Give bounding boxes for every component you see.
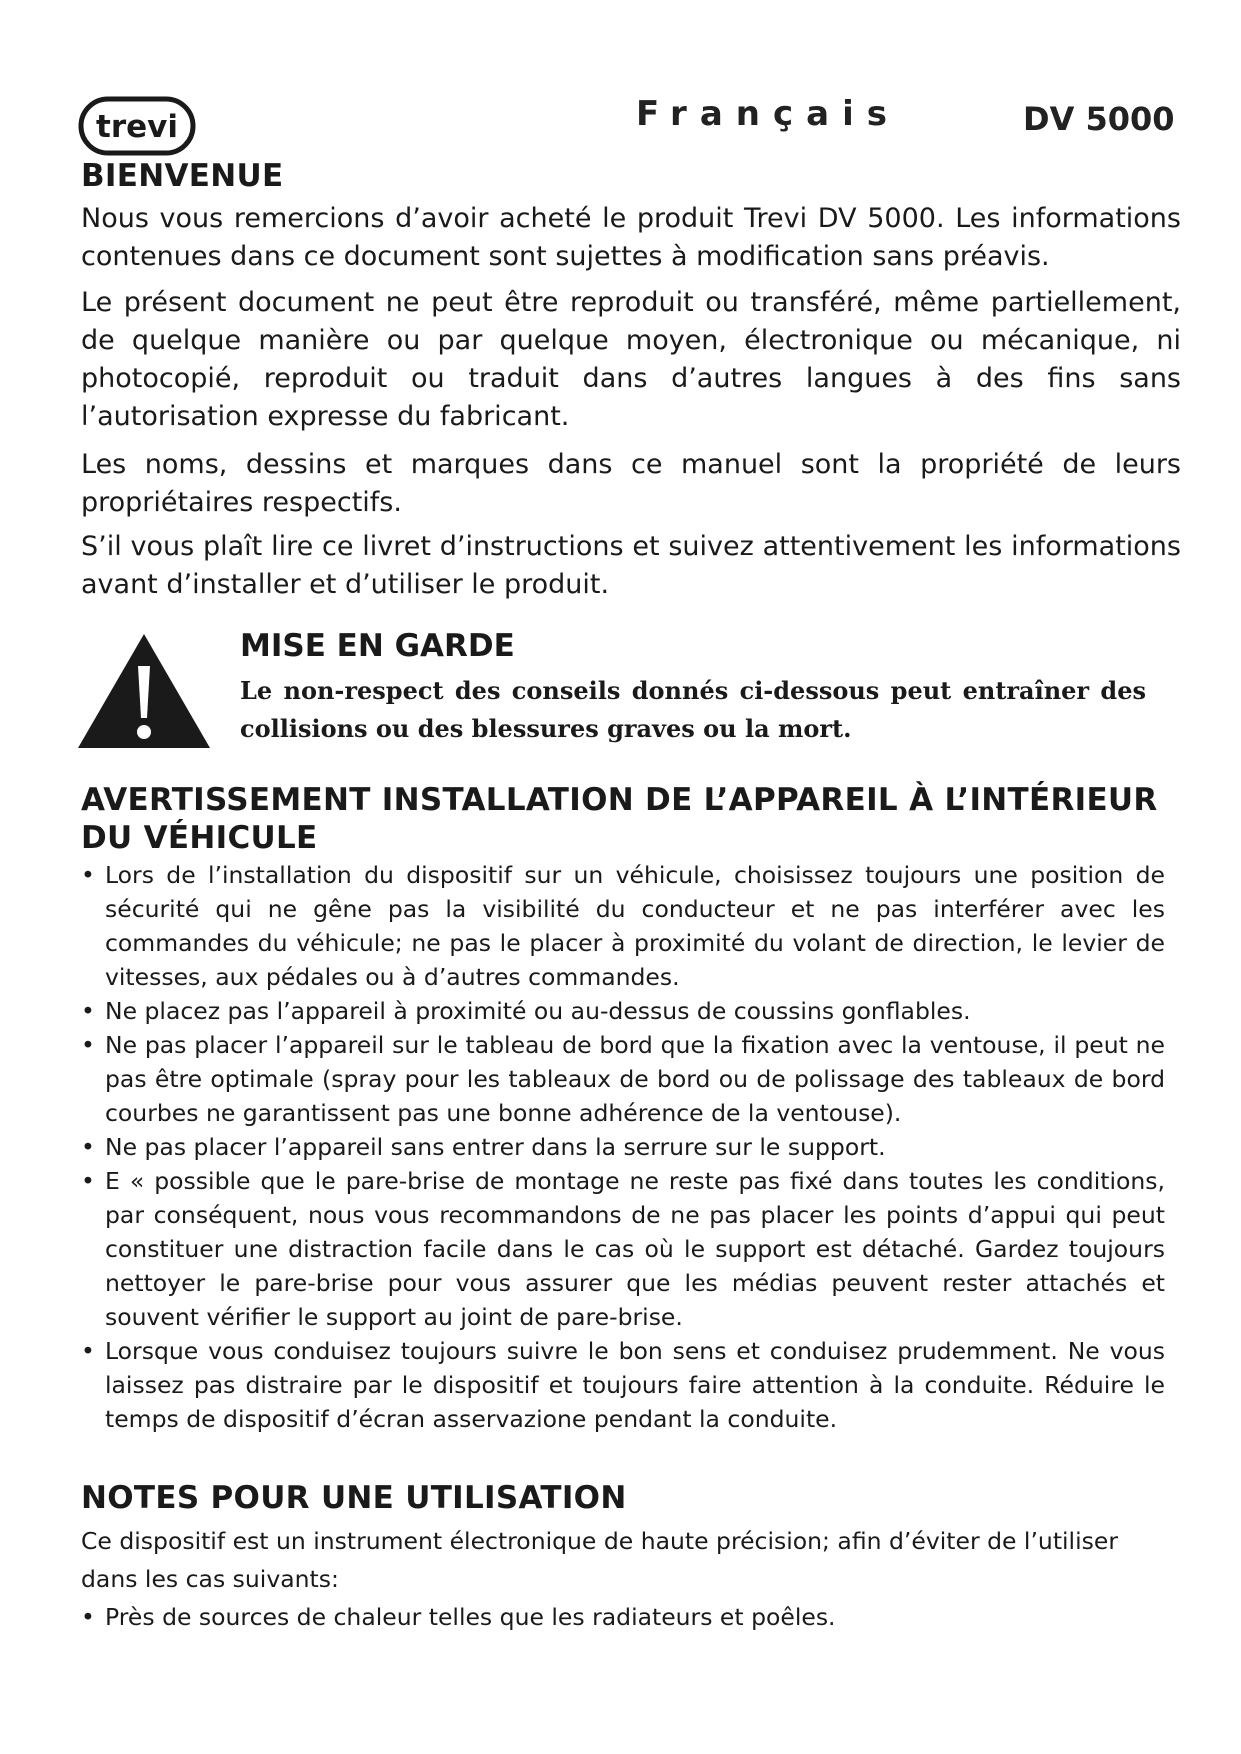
installation-item bbox=[81, 1028, 1165, 1130]
notes-item-text: Près de sources de chaleur telles que les radiateurs et poêles. bbox=[105, 1603, 836, 1631]
welcome-paragraph-1: Nous vous remercions d’avoir acheté le produit Trevi DV 5000. Les informations contenues dans ce document sont sujettes à modification sans préavis. bbox=[81, 203, 1181, 272]
notes-list bbox=[81, 1598, 1165, 1636]
bullet-icon: • bbox=[81, 1167, 95, 1195]
installation-item-text: Lors de l’installation du dispositif sur un véhicule, choisissez toujours une position de sécurité qui ne gêne pas la visibilité du conducteur et ne pas interférer avec les commandes du véhicule; ne pas le placer à proximité du volant de direction, le levier de vitesses, aux pédales ou à d’autres commandes. bbox=[105, 861, 1165, 991]
warning-triangle-icon bbox=[76, 632, 212, 750]
welcome-title: BIENVENUE bbox=[81, 158, 284, 194]
installation-item bbox=[81, 1334, 1165, 1436]
notes-intro: Ce dispositif est un instrument électronique de haute précision; afin d’éviter de l’utiliser dans les cas suivants: bbox=[81, 1527, 1118, 1593]
installation-item-text: Lorsque vous conduisez toujours suivre le bon sens et conduisez prudemment. Ne vous laissez pas distraire par le dispositif et toujours faire attention à la conduite. Réduire le temps de dispositif d’écran asservazione pendant la conduite. bbox=[105, 1337, 1165, 1433]
logo-text: trevi bbox=[96, 109, 178, 145]
installation-item-text: Ne pas placer l’appareil sur le tableau de bord que la fixation avec la ventouse, il peut ne pas être optimale (spray pour les tableaux de bord ou de polissage des tableaux de bord courbes ne garantissent pas une bonne adhérence de la ventouse). bbox=[105, 1031, 1165, 1127]
installation-item-text: Ne pas placer l’appareil sans entrer dans la serrure sur le support. bbox=[105, 1133, 886, 1161]
trevi-logo bbox=[78, 96, 196, 156]
welcome-paragraph-4: S’il vous plaît lire ce livret d’instructions et suivez attentivement les informations avant d’installer et d’utiliser le produit. bbox=[81, 531, 1181, 600]
bullet-icon: • bbox=[81, 1031, 95, 1059]
installation-item bbox=[81, 1164, 1165, 1334]
installation-item bbox=[81, 858, 1165, 994]
bullet-icon: • bbox=[81, 997, 95, 1025]
bullet-icon: • bbox=[81, 1133, 95, 1161]
notes-item bbox=[81, 1598, 1165, 1636]
model-label: DV 5000 bbox=[1023, 100, 1175, 138]
installation-item bbox=[81, 994, 1165, 1028]
installation-list bbox=[81, 858, 1165, 1436]
installation-title-line-1: AVERTISSEMENT INSTALLATION DE L’APPAREIL À L’INTÉRIEUR bbox=[81, 782, 1158, 818]
welcome-paragraph-2: Le présent document ne peut être reproduit ou transféré, même partiellement, de quelque manière ou par quelque moyen, électronique ou mécanique, ni photocopié, reproduit ou traduit dans d’autres langues à des fins sans l’autorisation expresse du fabricant. bbox=[81, 287, 1181, 432]
installation-item-text: Ne placez pas l’appareil à proximité ou au-dessus de coussins gonflables. bbox=[105, 997, 971, 1025]
welcome-paragraph-3: Les noms, dessins et marques dans ce manuel sont la propriété de leurs propriétaires respectifs. bbox=[81, 449, 1181, 518]
installation-item bbox=[81, 1130, 1165, 1164]
bullet-icon: • bbox=[81, 1337, 95, 1365]
notes-title: NOTES POUR UNE UTILISATION bbox=[81, 1480, 627, 1516]
bullet-icon: • bbox=[81, 861, 95, 889]
notes-body bbox=[81, 1522, 1165, 1636]
bullet-icon: • bbox=[81, 1603, 95, 1631]
caution-text: Le non-respect des conseils donnés ci-dessous peut entraîner des collisions ou des blessures graves ou la mort. bbox=[240, 676, 1146, 743]
installation-item-text: E « possible que le pare-brise de montage ne reste pas fixé dans toutes les conditions, par conséquent, nous vous recommandons de ne pas placer les points d’appui qui peut constituer une distraction facile dans le cas où le support est détaché. Gardez toujours nettoyer le pare-brise pour vous assurer que les médias peuvent rester attachés et souvent vérifier le support au joint de pare-brise. bbox=[105, 1167, 1165, 1331]
installation-title-line-2: DU VÉHICULE bbox=[81, 820, 318, 856]
language-label: Français bbox=[636, 94, 900, 134]
caution-title: MISE EN GARDE bbox=[240, 628, 515, 664]
